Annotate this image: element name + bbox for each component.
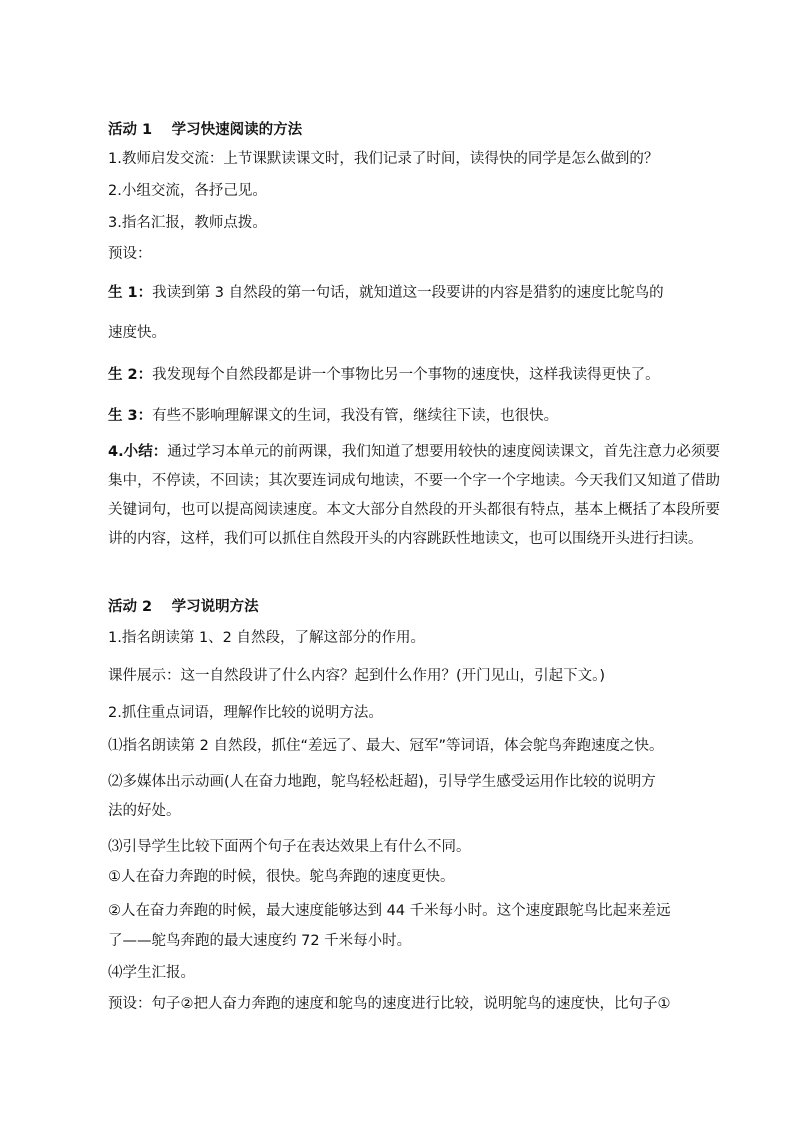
student2-text: 我发现每个自然段都是讲一个事物比另一个事物的速度快，这样我读得更快了。 [152, 367, 660, 383]
sentence2-line1: ②人在奋力奔跑的时候，最大速度能够达到 44 千米每小时。这个速度跟鸵鸟比起来差远 [108, 903, 671, 919]
preset-label: 预设： [108, 246, 152, 262]
sub-item1: ⑴指名朗读第 2 自然段，抓住“差远了、最大、冠军”等词语，体会鸵鸟奔跑速度之快。 [108, 738, 664, 754]
student3-label: 生 3： [108, 408, 153, 424]
student3-text: 有些不影响理解课文的生词，我没有管，继续往下读，也很快。 [152, 408, 559, 424]
activity2-heading [108, 596, 728, 618]
activity2-item1: 1.指名朗读第 1、2 自然段，了解这部分的作用。 [108, 630, 426, 646]
activity1-item3: 3.指名汇报，教师点拨。 [108, 215, 267, 231]
sub-item3: ⑶引导学生比较下面两个句子在表达效果上有什么不同。 [108, 839, 471, 855]
sentence1: ①人在奋力奔跑的时候，很快。鸵鸟奔跑的速度更快。 [108, 869, 455, 885]
sub-item4: ⑷学生汇报。 [108, 965, 195, 981]
sub-item2-line2: 法的好处。 [108, 803, 181, 819]
student1-label: 生 1： [108, 285, 153, 301]
sub-item2-line1: ⑵多媒体出示动画(人在奋力地跑，鸵鸟轻松赶超)，引导学生感受运用作比较的说明方 [108, 774, 656, 790]
activity1-item1: 1.教师启发交流：上节课默读课文时，我们记录了时间，读得快的同学是怎么做到的？ [108, 151, 659, 167]
summary-paragraph [108, 438, 720, 554]
activity1-item2: 2.小组交流，各抒己见。 [108, 183, 267, 199]
student2-line [108, 364, 728, 386]
preset-final: 预设：句子②把人奋力奔跑的速度和鸵鸟的速度进行比较，说明鸵鸟的速度快，比句子① [108, 996, 671, 1012]
activity2-heading-text: 活动 2 学习说明方法 [108, 599, 259, 615]
student3-line [108, 405, 728, 427]
summary-text: 通过学习本单元的前两课，我们知道了想要用较快的速度阅读课文，首先注意力必须要集中，不停读，不回读；其次要连词成句地读，不要一个字一个字地读。今天我们又知道了借助关键词句，也可以提高阅读速度。本文大部分自然段的开头都很有特点，基本上概括了本段所要讲的内容，这样，我们可以抓住自然段开头的内容跳跃性地读文，也可以围绕开头进行扫读。 [108, 444, 720, 547]
activity1-heading-text: 活动 1 学习快速阅读的方法 [108, 122, 303, 138]
activity2-item2: 2.抓住重点词语，理解作比较的说明方法。 [108, 705, 383, 721]
courseware-line: 课件展示：这一自然段讲了什么内容？起到什么作用？(开门见山，引起下文。) [108, 668, 606, 684]
summary-label: 4.小结： [108, 444, 168, 460]
student1-line [108, 282, 728, 304]
student1-continuation: 速度快。 [108, 325, 166, 341]
activity1-heading [108, 119, 728, 141]
student1-text: 我读到第 3 自然段的第一句话，就知道这一段要讲的内容是猎豹的速度比鸵鸟的 [152, 285, 664, 301]
student2-label: 生 2： [108, 367, 153, 383]
sentence2-line2: 了——鸵鸟奔跑的最大速度约 72 千米每小时。 [108, 933, 412, 949]
